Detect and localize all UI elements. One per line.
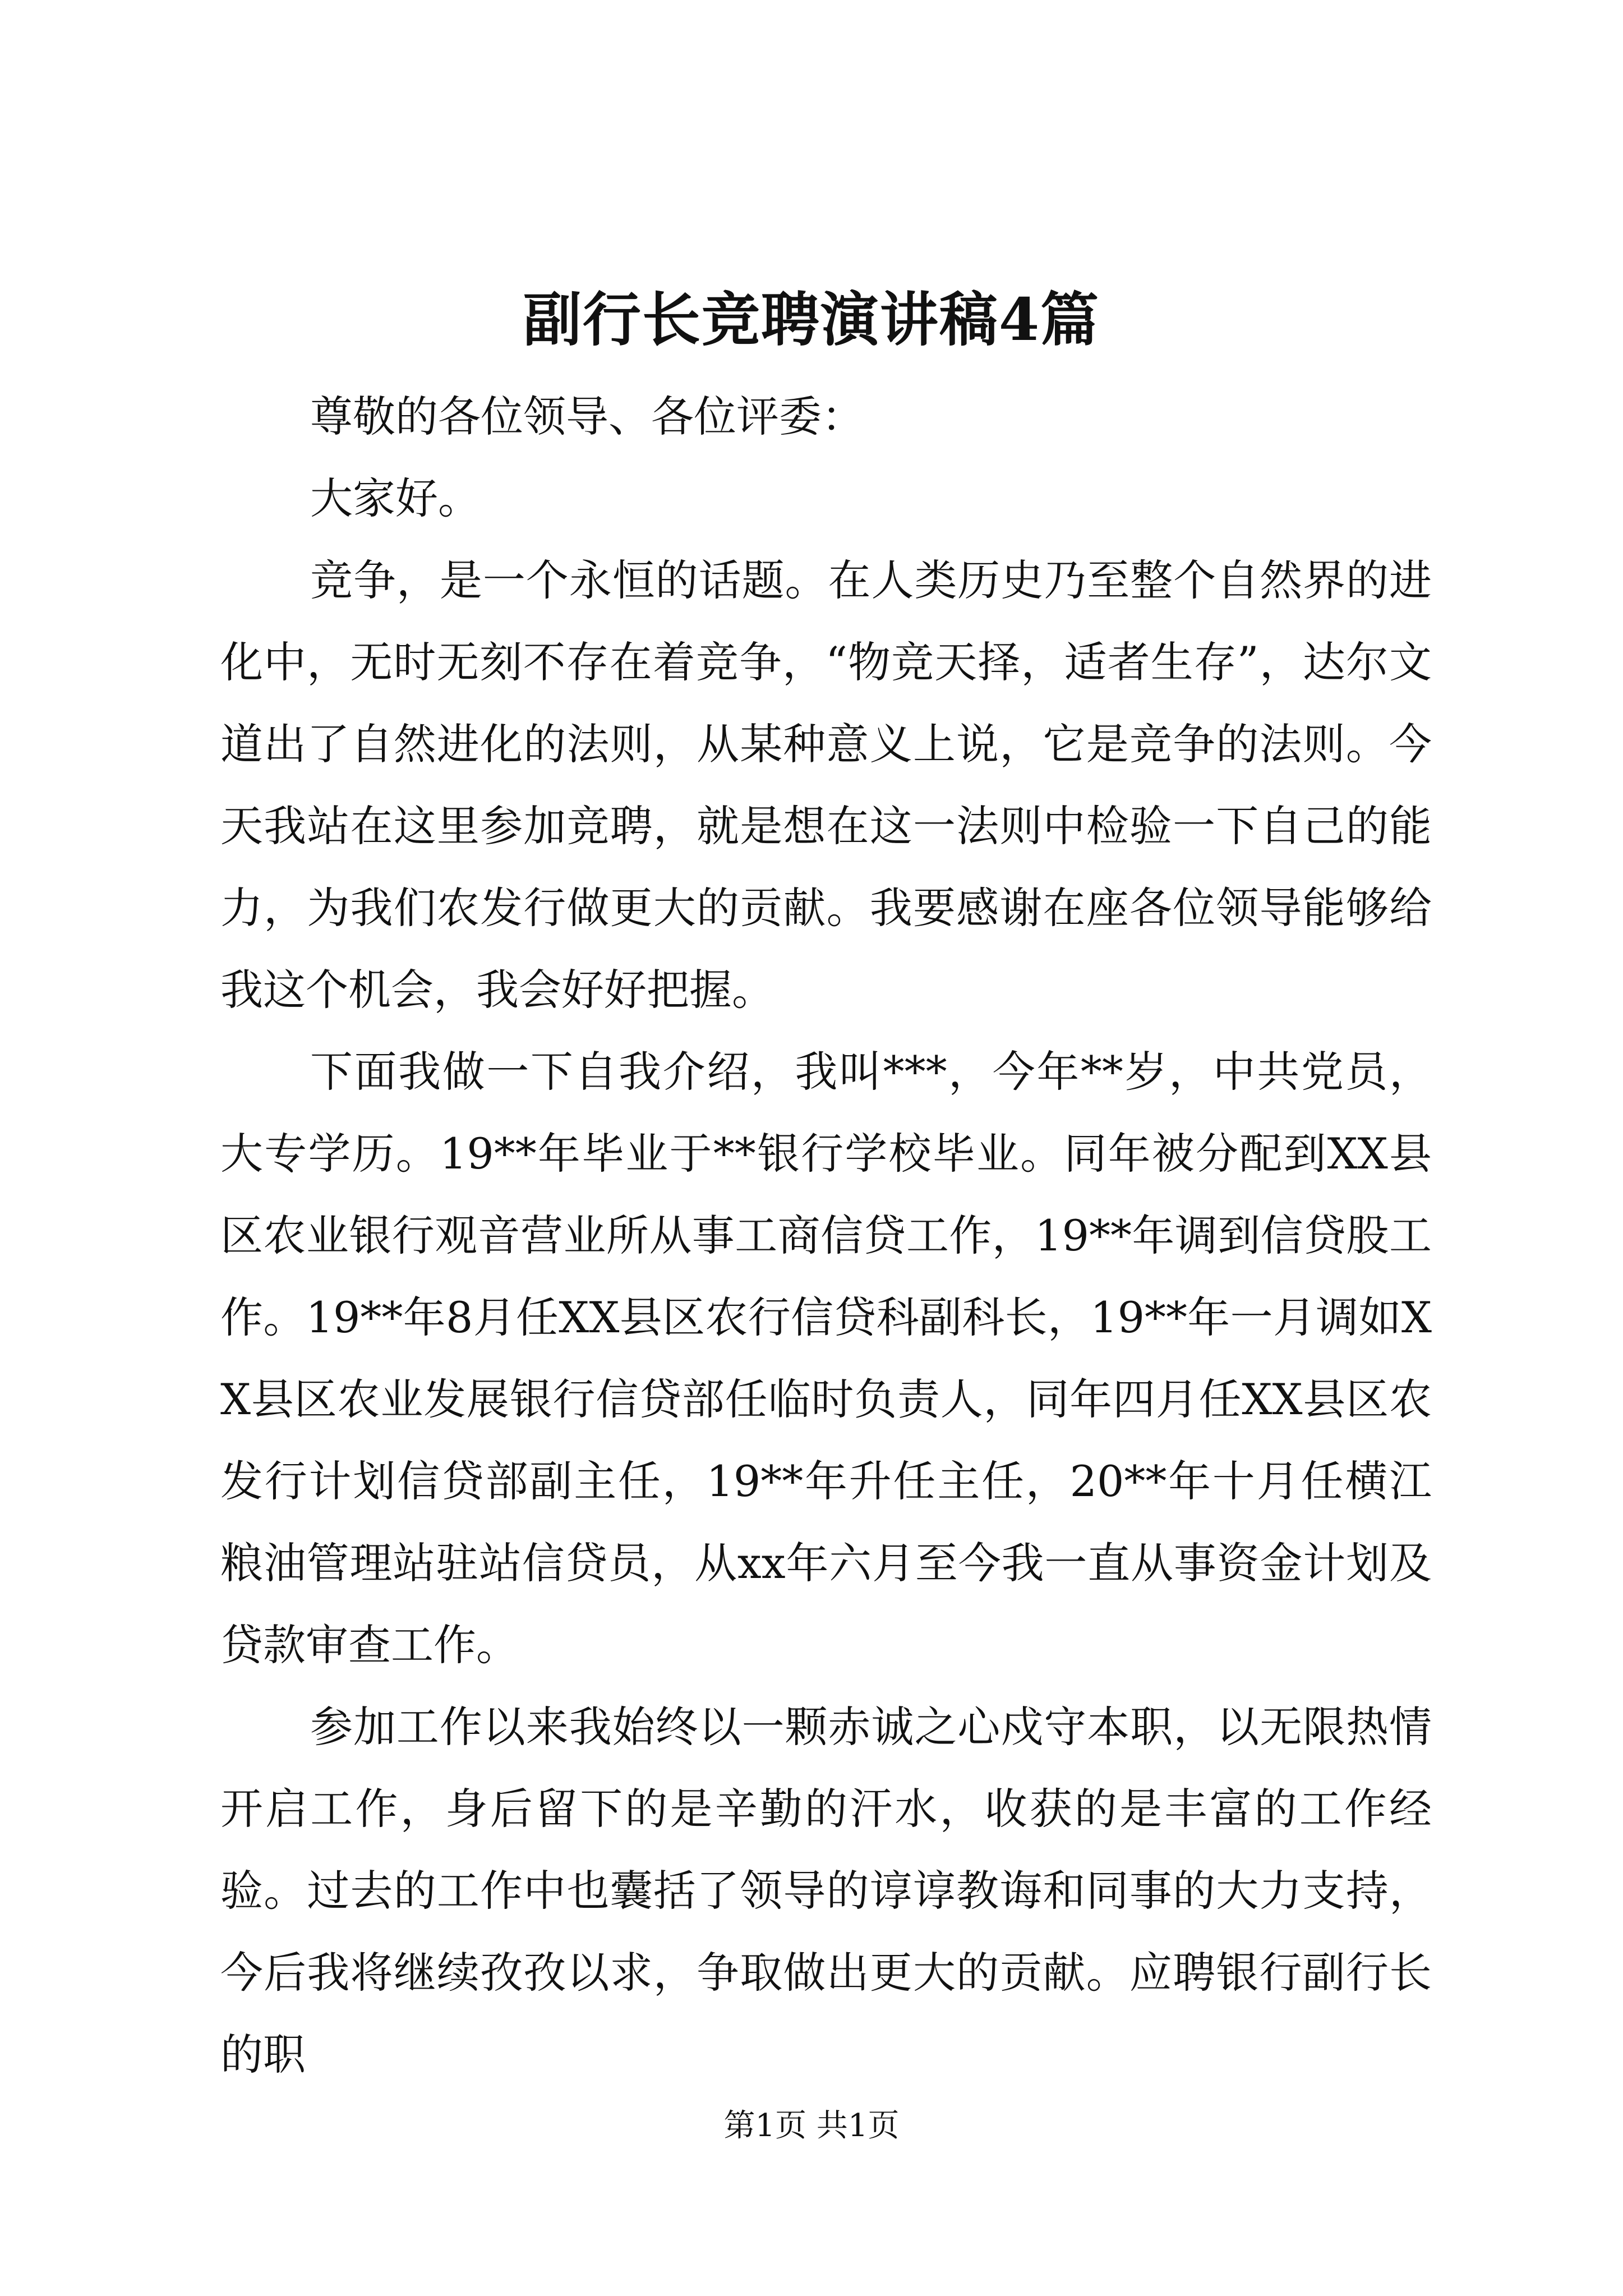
paragraph-work-experience: 参加工作以来我始终以一颗赤诚之心戍守本职，以无限热情开启工作，身后留下的是辛勤的汗水，收获的是丰富的工作经验。过去的工作中也囊括了领导的谆谆教诲和同事的大力支持，今后我将继续孜孜以求，争取做出更大的贡献。应聘银行副行长的职 — [220, 1702, 1432, 2079]
document-body — [220, 376, 1432, 2096]
document-title: 副行长竞聘演讲稿4篇 — [523, 285, 1100, 354]
paragraph-greeting: 大家好。 — [310, 473, 481, 523]
paragraph-self-introduction: 下面我做一下自我介绍，我叫***，今年**岁，中共党员，大专学历。19**年毕业于**银行学校毕业。同年被分配到XX县区农业银行观音营业所从事工商信贷工作，19**年调到信贷股工作。19**年8月任XX县区农行信贷科副科长，19**年一月调如XX县区农业发展银行信贷部任临时负责人，同年四月任XX县区农发行计划信贷部副主任，19**年升任主任，20**年十月任横江粮油管理站驻站信贷员，从xx年六月至今我一直从事资金计划及贷款审查工作。 — [220, 1047, 1432, 1670]
paragraph-competition: 竞争，是一个永恒的话题。在人类历史乃至整个自然界的进化中，无时无刻不存在着竞争，“物竞天择，适者生存”，达尔文道出了自然进化的法则，从某种意义上说，它是竞争的法则。今天我站在这里参加竞聘，就是想在这一法则中检验一下自己的能力，为我们农发行做更大的贡献。我要感谢在座各位领导能够给我这个机会，我会好好把握。 — [220, 555, 1432, 1015]
page-footer: 第1页 共1页 — [723, 2108, 900, 2144]
paragraph-salutation: 尊敬的各位领导、各位评委： — [310, 392, 864, 441]
